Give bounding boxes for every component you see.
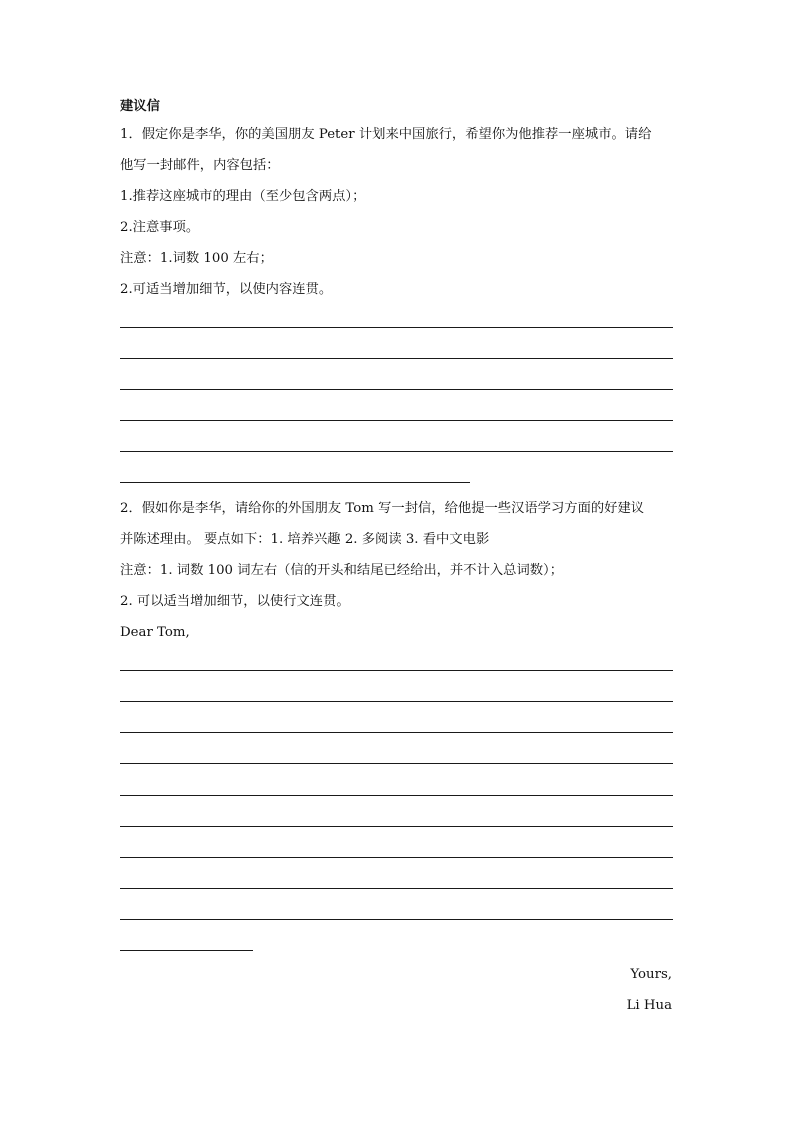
answer-line[interactable]: [120, 888, 673, 889]
answer-line[interactable]: [120, 857, 673, 858]
q1-line1: 1．假定你是李华，你的美国朋友 Peter 计划来中国旅行，希望你为他推荐一座城市。请给: [120, 127, 652, 142]
q1-note2: 2.可适当增加细节，以使内容连贯。: [120, 282, 333, 297]
answer-line[interactable]: [120, 826, 673, 827]
answer-line[interactable]: [120, 327, 673, 328]
q1-note1: 注意：1.词数 100 左右；: [120, 251, 273, 266]
answer-line[interactable]: [120, 763, 673, 764]
q2-note2: 2. 可以适当增加细节，以使行文连贯。: [120, 594, 350, 609]
answer-line[interactable]: [120, 670, 673, 671]
answer-line[interactable]: [120, 420, 673, 421]
answer-line[interactable]: [120, 389, 673, 390]
letter-greeting: Dear Tom,: [120, 625, 190, 640]
answer-line[interactable]: [120, 795, 673, 796]
answer-line[interactable]: [120, 482, 470, 483]
document-title: 建议信: [120, 99, 160, 114]
letter-closing: Yours,: [630, 967, 672, 982]
q1-line2: 他写一封邮件，内容包括：: [120, 158, 280, 173]
q2-line2: 并陈述理由。 要点如下：1. 培养兴趣 2. 多阅读 3. 看中文电影: [120, 532, 490, 547]
letter-signature: Li Hua: [626, 998, 672, 1013]
answer-line[interactable]: [120, 732, 673, 733]
q1-point1: 1.推荐这座城市的理由（至少包含两点）；: [120, 189, 366, 204]
q1-point2: 2.注意事项。: [120, 220, 200, 235]
answer-line[interactable]: [120, 950, 253, 951]
q2-note1: 注意：1. 词数 100 词左右（信的开头和结尾已经给出，并不计入总词数）；: [120, 563, 564, 578]
q2-line1: 2．假如你是李华，请给你的外国朋友 Tom 写一封信，给他提一些汉语学习方面的好建议: [120, 501, 645, 516]
answer-line[interactable]: [120, 451, 673, 452]
answer-line[interactable]: [120, 919, 673, 920]
answer-line[interactable]: [120, 701, 673, 702]
answer-line[interactable]: [120, 358, 673, 359]
